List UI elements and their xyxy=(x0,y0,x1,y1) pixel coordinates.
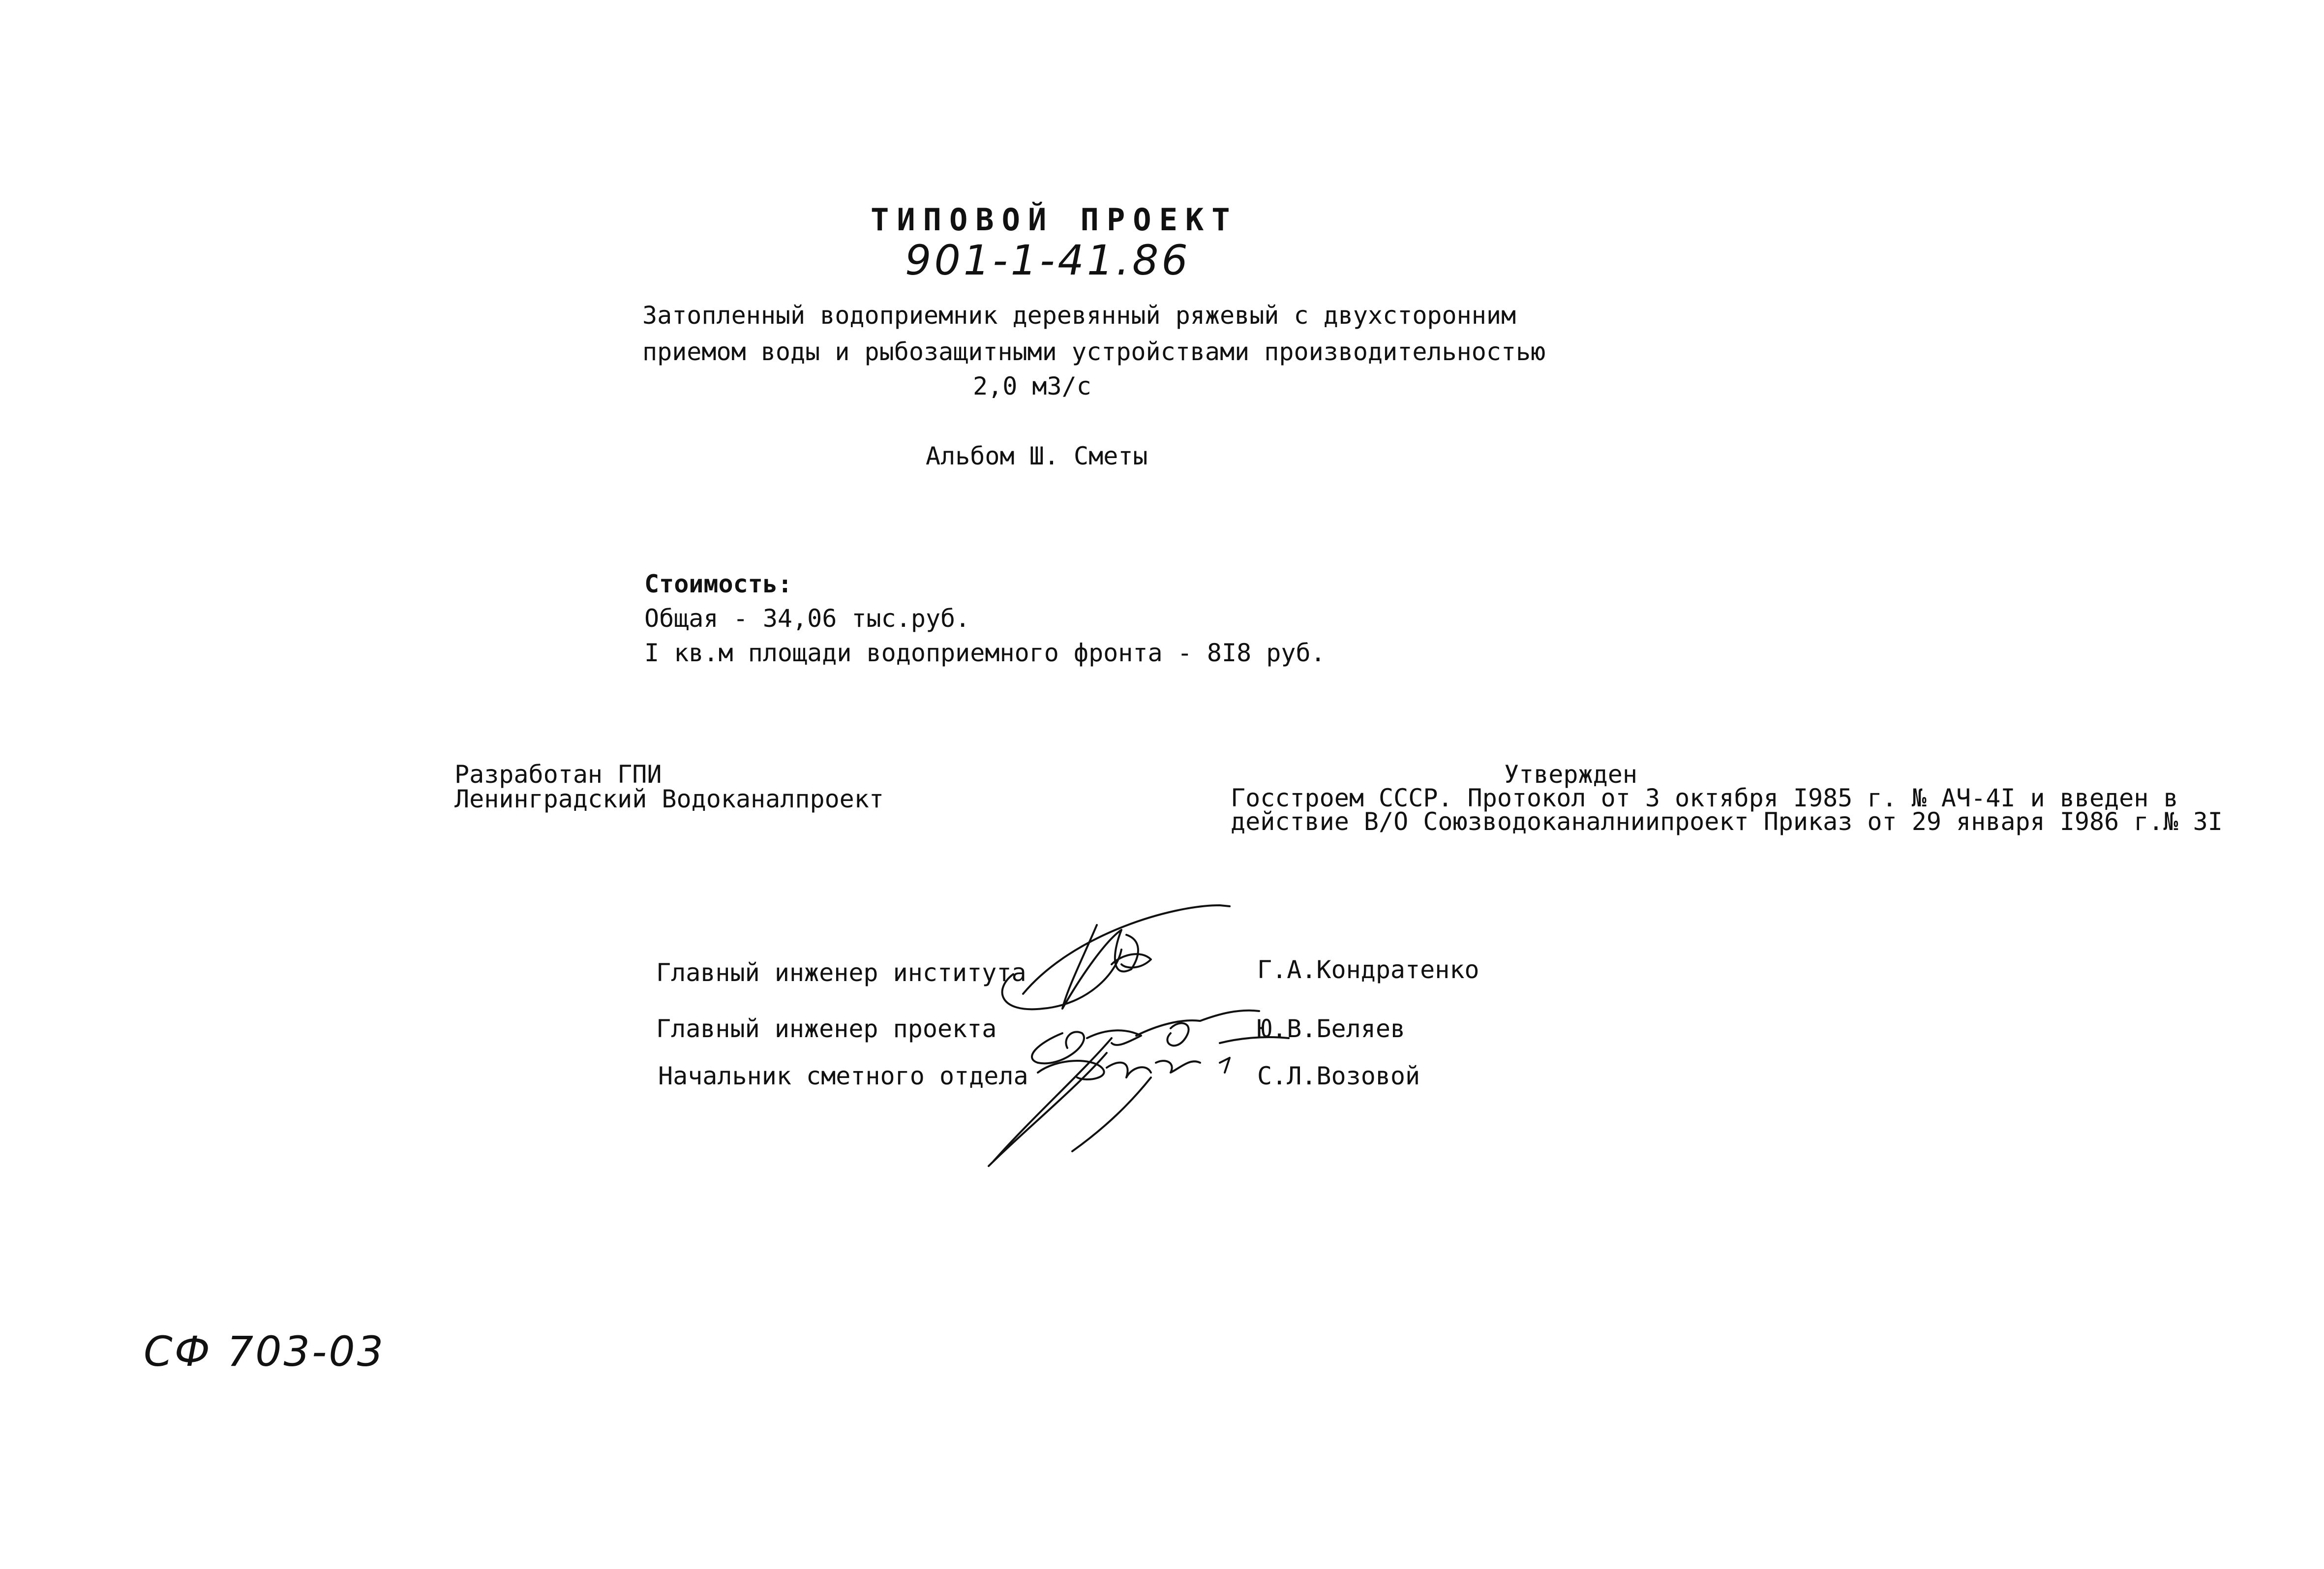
approval-heading: Утвержден xyxy=(1504,760,1637,789)
signature-stroke xyxy=(1136,1011,1259,1036)
cost-per-unit: I кв.м площади водоприемного фронта - 8I8 руб. xyxy=(644,639,1326,667)
signature-stroke xyxy=(1156,1061,1200,1073)
description-line-2: приемом воды и рыбозащитными устройствами производительностью xyxy=(642,338,1546,366)
cost-heading: Стоимость: xyxy=(644,570,793,598)
description-line-1: Затопленный водоприемник деревянный ряжевый с двухсторонним xyxy=(642,301,1516,330)
signature-stroke xyxy=(989,1053,1107,1166)
signature-stroke xyxy=(1220,1058,1230,1073)
signatory-name-2: Ю.В.Беляев xyxy=(1257,1015,1406,1043)
developer-line-1: Разработан ГПИ xyxy=(454,760,662,789)
developer-line-2: Ленинградский Водоканалпроект xyxy=(454,785,884,813)
project-number: 901-1-41.86 xyxy=(905,236,1191,284)
handwritten-signatures xyxy=(964,895,1328,1171)
signatory-role-2: Главный инженер проекта xyxy=(656,1015,997,1043)
signature-stroke xyxy=(1220,1037,1289,1043)
signature-stroke xyxy=(1023,905,1230,994)
signature-stroke xyxy=(1032,1032,1084,1063)
signatory-role-3: Начальник сметного отдела xyxy=(658,1062,1028,1090)
cost-total: Общая - 34,06 тыс.руб. xyxy=(644,604,970,633)
approval-line-2: действие В/О Союзводоканалниипроект Приказ от 29 января I986 г.№ 3I xyxy=(1231,807,2223,836)
signature-stroke xyxy=(1107,1063,1151,1077)
document-title: ТИПОВОЙ ПРОЕКТ xyxy=(871,202,1238,238)
approval-line-1: Госстроем СССР. Протокол от 3 октября I985 г. № АЧ-4I и введен в xyxy=(1231,784,2178,812)
archive-code: СФ 703-03 xyxy=(144,1327,386,1376)
signatory-name-1: Г.А.Кондратенко xyxy=(1257,955,1479,984)
signature-stroke xyxy=(1167,1023,1188,1046)
album-title: Альбом Ш. Сметы xyxy=(926,442,1148,470)
signatory-name-3: С.Л.Возовой xyxy=(1257,1062,1420,1090)
signature-stroke xyxy=(1087,1030,1141,1045)
description-line-3: 2,0 м3/с xyxy=(973,372,1091,400)
signature-stroke xyxy=(994,1038,1112,1161)
signatory-role-1: Главный инженер института xyxy=(656,958,1026,987)
signature-stroke xyxy=(1072,1077,1151,1151)
